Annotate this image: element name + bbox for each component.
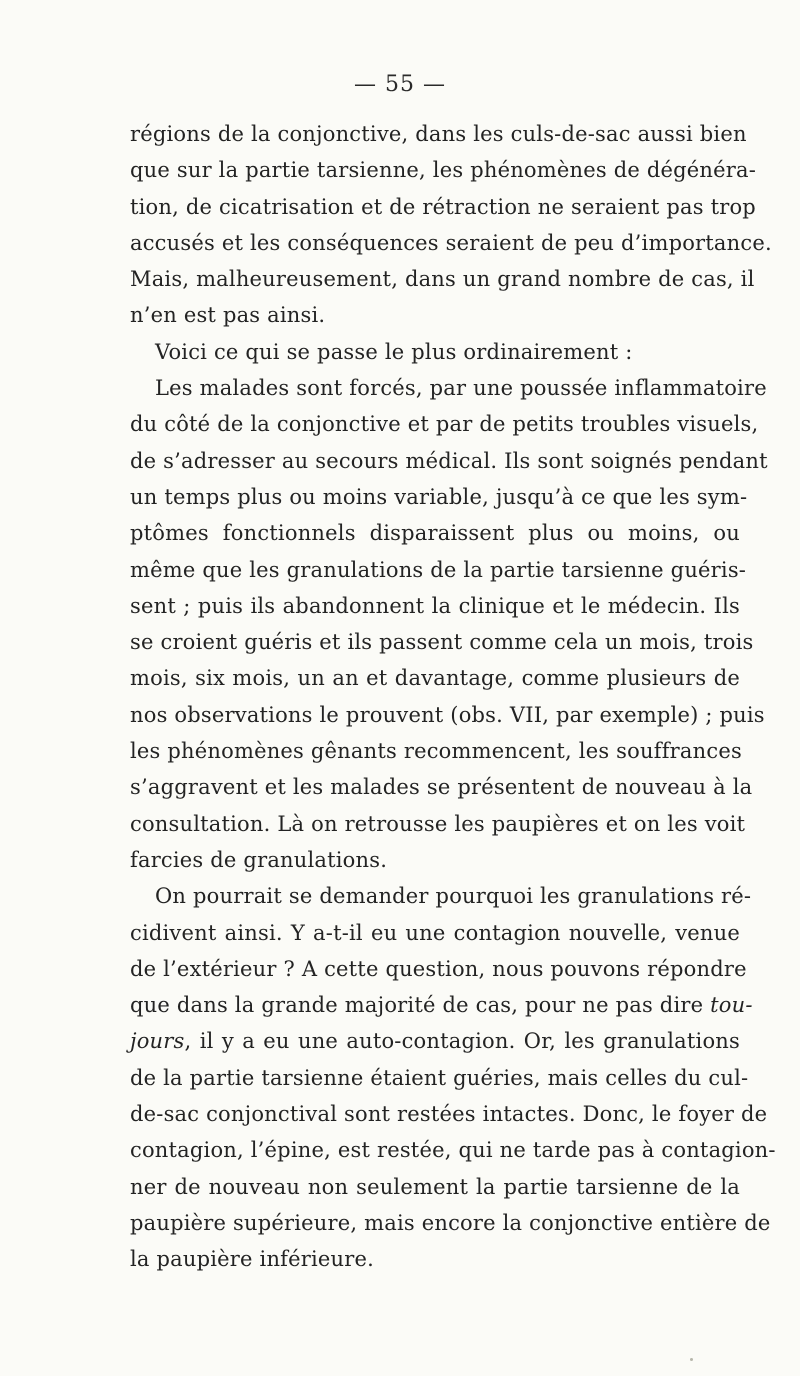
text-segment: que dans la grande majorité de cas, pour ne pas dire <box>130 993 704 1018</box>
text-line: paupière supérieure, mais encore la conjonctive entière de <box>130 1210 771 1235</box>
body-text <box>130 116 776 1278</box>
text-line: de la partie tarsienne étaient guéries, mais celles du cul- <box>130 1065 749 1090</box>
text-line: régions de la conjonctive, dans les culs-de-sac aussi bien <box>130 122 747 146</box>
text-line: que sur la partie tarsienne, les phénomènes de dégénéra- <box>130 158 757 183</box>
text-line: farcies de granulations. <box>130 847 388 872</box>
text-line: Voici ce qui se passe le plus ordinairement : <box>155 339 633 364</box>
text-line: du côté de la conjonctive et par de petits troubles visuels, <box>130 412 759 437</box>
text-line: sent ; puis ils abandonnent la clinique et le médecin. Ils <box>130 593 740 618</box>
text-line: tion, de cicatrisation et de rétraction ne seraient pas trop <box>130 194 756 219</box>
text-line: se croient guéris et ils passent comme cela un mois, trois <box>130 630 754 655</box>
italic-text: jours <box>130 1029 185 1054</box>
text-line: ner de nouveau non seulement la partie tarsienne de la <box>130 1174 740 1199</box>
text-line: nos observations le prouvent (obs. VII, par exemple) ; puis <box>130 702 765 727</box>
text-line: de s’adresser au secours médical. Ils sont soignés pendant <box>130 448 768 473</box>
text-line: On pourrait se demander pourquoi les granulations ré- <box>155 884 752 909</box>
text-line: la paupière inférieure. <box>130 1247 375 1272</box>
text-line: de l’extérieur ? A cette question, nous pouvons répondre <box>130 956 747 981</box>
paper-speck <box>690 1358 693 1361</box>
text-line: contagion, l’épine, est restée, qui ne tarde pas à contagion- <box>130 1138 776 1163</box>
text-line: mois, six mois, un an et davantage, comme plusieurs de <box>130 666 740 691</box>
text-line: même que les granulations de la partie tarsienne guéris- <box>130 557 747 582</box>
text-line <box>130 987 753 1023</box>
text-line: cidivent ainsi. Y a-t-il eu une contagion nouvelle, venue <box>130 920 740 945</box>
text-line: ptômes fonctionnels disparaissent plus ou moins, ou <box>130 521 740 546</box>
text-line: n’en est pas ainsi. <box>130 303 326 328</box>
text-line: Mais, malheureusement, dans un grand nombre de cas, il <box>130 267 755 292</box>
text-line: Les malades sont forcés, par une poussée inflammatoire <box>155 376 767 401</box>
text-segment: , il y a eu une auto-contagion. Or, les granulations <box>184 1029 740 1054</box>
text-line <box>130 1023 740 1059</box>
page-number: — 55 — <box>354 72 446 97</box>
text-line: accusés et les conséquences seraient de peu d’importance. <box>130 230 772 255</box>
text-line: de-sac conjonctival sont restées intactes. Donc, le foyer de <box>130 1102 768 1127</box>
text-line: les phénomènes gênants recommencent, les souffrances <box>130 739 742 764</box>
text-line: consultation. Là on retrousse les paupières et on les voit <box>130 811 746 836</box>
text-line: s’aggravent et les malades se présentent de nouveau à la <box>130 775 753 800</box>
italic-text: tou- <box>710 993 753 1018</box>
text-line: un temps plus ou moins variable, jusqu’à ce que les sym- <box>130 484 748 509</box>
